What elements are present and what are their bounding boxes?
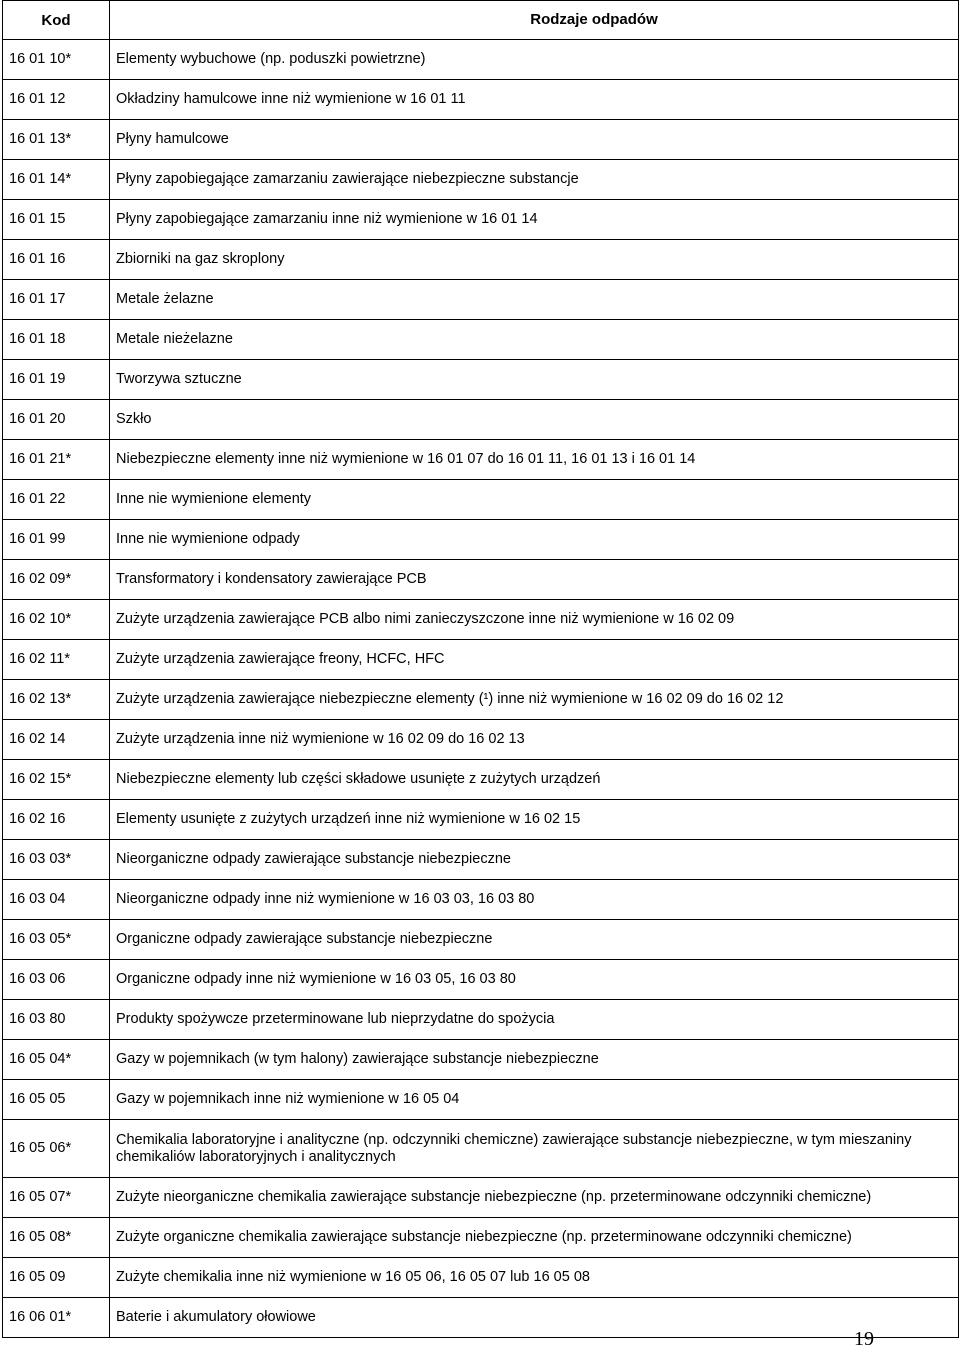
waste-description-cell: Płyny zapobiegające zamarzaniu zawierające niebezpieczne substancje xyxy=(110,160,959,200)
waste-code-cell: 16 03 05* xyxy=(3,920,110,960)
table-row xyxy=(3,1298,959,1338)
waste-code-cell: 16 05 05 xyxy=(3,1080,110,1120)
waste-code-cell: 16 01 10* xyxy=(3,40,110,80)
waste-code-cell: 16 05 06* xyxy=(3,1120,110,1178)
waste-code-cell: 16 03 03* xyxy=(3,840,110,880)
table-row xyxy=(3,1178,959,1218)
waste-description-cell: Zużyte urządzenia zawierające niebezpieczne elementy (¹) inne niż wymienione w 16 02 09 do 16 02 12 xyxy=(110,680,959,720)
waste-code-cell: 16 01 19 xyxy=(3,360,110,400)
table-header-row xyxy=(3,1,959,40)
table-row xyxy=(3,560,959,600)
waste-description-cell: Zbiorniki na gaz skroplony xyxy=(110,240,959,280)
table-row xyxy=(3,160,959,200)
waste-code-cell: 16 05 04* xyxy=(3,1040,110,1080)
table-row xyxy=(3,360,959,400)
waste-description-cell: Produkty spożywcze przeterminowane lub nieprzydatne do spożycia xyxy=(110,1000,959,1040)
table-row xyxy=(3,80,959,120)
waste-description-cell: Chemikalia laboratoryjne i analityczne (np. odczynniki chemiczne) zawierające substancje niebezpieczne, w tym mieszaniny chemikaliów laboratoryjnych i analitycznych xyxy=(110,1120,959,1178)
table-row xyxy=(3,760,959,800)
waste-code-cell: 16 05 09 xyxy=(3,1258,110,1298)
waste-description-cell: Płyny zapobiegające zamarzaniu inne niż wymienione w 16 01 14 xyxy=(110,200,959,240)
waste-description-cell: Okładziny hamulcowe inne niż wymienione w 16 01 11 xyxy=(110,80,959,120)
waste-description-cell: Płyny hamulcowe xyxy=(110,120,959,160)
waste-code-cell: 16 02 11* xyxy=(3,640,110,680)
table-row xyxy=(3,600,959,640)
header-description xyxy=(110,1,959,40)
waste-code-cell: 16 01 99 xyxy=(3,520,110,560)
table-row xyxy=(3,40,959,80)
table-row xyxy=(3,1258,959,1298)
waste-code-cell: 16 01 14* xyxy=(3,160,110,200)
waste-code-cell: 16 01 20 xyxy=(3,400,110,440)
waste-description-cell: Metale żelazne xyxy=(110,280,959,320)
table-row xyxy=(3,120,959,160)
waste-description-cell: Baterie i akumulatory ołowiowe xyxy=(110,1298,959,1338)
header-description-label: Rodzaje odpadów xyxy=(530,10,658,28)
table-row xyxy=(3,880,959,920)
waste-description-cell: Elementy usunięte z zużytych urządzeń inne niż wymienione w 16 02 15 xyxy=(110,800,959,840)
waste-code-cell: 16 02 13* xyxy=(3,680,110,720)
table-row xyxy=(3,1000,959,1040)
waste-code-cell: 16 05 07* xyxy=(3,1178,110,1218)
waste-code-cell: 16 01 21* xyxy=(3,440,110,480)
waste-code-cell: 16 03 06 xyxy=(3,960,110,1000)
table-row xyxy=(3,1040,959,1080)
waste-code-cell: 16 01 13* xyxy=(3,120,110,160)
waste-description-cell: Gazy w pojemnikach inne niż wymienione w 16 05 04 xyxy=(110,1080,959,1120)
waste-description-cell: Metale nieżelazne xyxy=(110,320,959,360)
waste-description-cell: Szkło xyxy=(110,400,959,440)
waste-code-cell: 16 03 80 xyxy=(3,1000,110,1040)
waste-code-cell: 16 05 08* xyxy=(3,1218,110,1258)
page-number: 19 xyxy=(854,1328,874,1350)
waste-description-cell: Tworzywa sztuczne xyxy=(110,360,959,400)
table-row xyxy=(3,1120,959,1178)
table-row xyxy=(3,1080,959,1120)
waste-description-cell: Zużyte nieorganiczne chemikalia zawierające substancje niebezpieczne (np. przeterminowane odczynniki chemiczne) xyxy=(110,1178,959,1218)
waste-description-cell: Inne nie wymienione odpady xyxy=(110,520,959,560)
table-row xyxy=(3,440,959,480)
table-row xyxy=(3,960,959,1000)
waste-description-cell: Elementy wybuchowe (np. poduszki powietrzne) xyxy=(110,40,959,80)
waste-code-cell: 16 02 09* xyxy=(3,560,110,600)
waste-description-cell: Zużyte chemikalia inne niż wymienione w 16 05 06, 16 05 07 lub 16 05 08 xyxy=(110,1258,959,1298)
waste-description-cell: Nieorganiczne odpady zawierające substancje niebezpieczne xyxy=(110,840,959,880)
table-row xyxy=(3,400,959,440)
waste-code-cell: 16 01 15 xyxy=(3,200,110,240)
table-row xyxy=(3,920,959,960)
table-row xyxy=(3,480,959,520)
waste-code-cell: 16 01 17 xyxy=(3,280,110,320)
waste-description-cell: Gazy w pojemnikach (w tym halony) zawierające substancje niebezpieczne xyxy=(110,1040,959,1080)
waste-description-cell: Niebezpieczne elementy inne niż wymienione w 16 01 07 do 16 01 11, 16 01 13 i 16 01 14 xyxy=(110,440,959,480)
table-body xyxy=(3,40,959,1338)
table-row xyxy=(3,1218,959,1258)
table-row xyxy=(3,680,959,720)
waste-description-cell: Zużyte organiczne chemikalia zawierające substancje niebezpieczne (np. przeterminowane odczynniki chemiczne) xyxy=(110,1218,959,1258)
waste-code-cell: 16 03 04 xyxy=(3,880,110,920)
waste-code-cell: 16 06 01* xyxy=(3,1298,110,1338)
table-row xyxy=(3,800,959,840)
table-row xyxy=(3,320,959,360)
header-code: Kod xyxy=(3,1,110,40)
waste-description-cell: Zużyte urządzenia inne niż wymienione w 16 02 09 do 16 02 13 xyxy=(110,720,959,760)
table-row xyxy=(3,280,959,320)
waste-description-cell: Zużyte urządzenia zawierające freony, HCFC, HFC xyxy=(110,640,959,680)
waste-code-cell: 16 01 22 xyxy=(3,480,110,520)
table-row xyxy=(3,240,959,280)
waste-code-cell: 16 01 12 xyxy=(3,80,110,120)
waste-description-cell: Transformatory i kondensatory zawierające PCB xyxy=(110,560,959,600)
table-row xyxy=(3,720,959,760)
waste-description-cell: Inne nie wymienione elementy xyxy=(110,480,959,520)
waste-description-cell: Niebezpieczne elementy lub części składowe usunięte z zużytych urządzeń xyxy=(110,760,959,800)
waste-description-cell: Organiczne odpady inne niż wymienione w 16 03 05, 16 03 80 xyxy=(110,960,959,1000)
waste-description-cell: Organiczne odpady zawierające substancje niebezpieczne xyxy=(110,920,959,960)
waste-code-cell: 16 02 10* xyxy=(3,600,110,640)
table-row xyxy=(3,640,959,680)
waste-code-cell: 16 01 18 xyxy=(3,320,110,360)
table-row xyxy=(3,200,959,240)
table-row xyxy=(3,520,959,560)
waste-code-cell: 16 02 16 xyxy=(3,800,110,840)
waste-code-cell: 16 01 16 xyxy=(3,240,110,280)
waste-codes-table xyxy=(2,0,959,1338)
table-row xyxy=(3,840,959,880)
waste-description-cell: Zużyte urządzenia zawierające PCB albo nimi zanieczyszczone inne niż wymienione w 16 02 09 xyxy=(110,600,959,640)
waste-code-cell: 16 02 14 xyxy=(3,720,110,760)
waste-description-cell: Nieorganiczne odpady inne niż wymienione w 16 03 03, 16 03 80 xyxy=(110,880,959,920)
waste-code-cell: 16 02 15* xyxy=(3,760,110,800)
